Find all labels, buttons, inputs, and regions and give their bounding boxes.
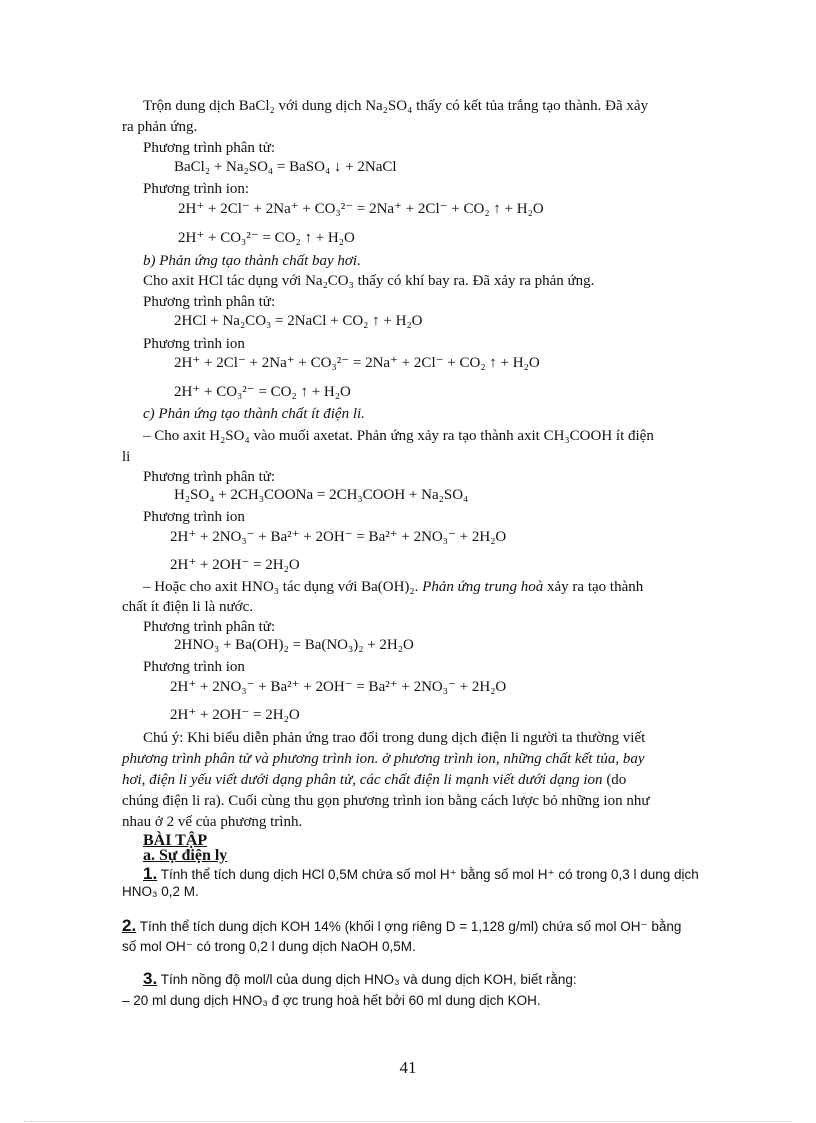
subsection-heading: a. Sự điện ly xyxy=(143,847,228,864)
text-line: Phương trình ion: xyxy=(143,181,250,197)
exercise-heading: BÀI TẬP xyxy=(143,832,208,849)
section-heading: b) Phản ứng tạo thành chất bay hơi. xyxy=(143,253,361,269)
exercise-text: Tính nồng độ mol/l của dung dịch HNO₃ và dung dịch KOH, biết rằng: xyxy=(160,972,577,987)
text-line: Phương trình ion xyxy=(143,509,245,525)
equation: H₂SO₄ + 2CH₃COONa = 2CH₃COOH + Na₂SO₄ xyxy=(174,487,469,503)
equation: 2H⁺ + CO₃²⁻ = CO₂ ↑ + H₂O xyxy=(174,384,351,400)
equation: 2H⁺ + CO₃²⁻ = CO₂ ↑ + H₂O xyxy=(178,230,355,246)
equation: 2H⁺ + 2Cl⁻ + 2Na⁺ + CO₃²⁻ = 2Na⁺ + 2Cl⁻ + CO₂ ↑ + H₂O xyxy=(174,355,540,371)
text-segment: (do xyxy=(606,772,627,788)
equation: 2H⁺ + 2NO₃⁻ + Ba²⁺ + 2OH⁻ = Ba²⁺ + 2NO₃⁻ + 2H₂O xyxy=(170,679,507,695)
page-bottom-divider xyxy=(24,1121,792,1122)
equation: 2H⁺ + 2OH⁻ = 2H₂O xyxy=(170,707,300,723)
text-line xyxy=(143,578,643,596)
section-heading: c) Phản ứng tạo thành chất ít điện li. xyxy=(143,406,365,422)
emphasis-text: Phản ứng trung hoà xyxy=(422,579,544,595)
equation: BaCl₂ + Na₂SO₄ = BaSO₄ ↓ + 2NaCl xyxy=(174,159,397,175)
equation: 2H⁺ + 2Cl⁻ + 2Na⁺ + CO₃²⁻ = 2Na⁺ + 2Cl⁻ + CO₂ ↑ + H₂O xyxy=(178,201,544,217)
exercise-2 xyxy=(122,917,681,936)
exercise-text: Tính thể tích dung dịch KOH 14% (khối l ợng riêng D = 1,128 g/ml) chứa số mol OH⁻ bằng xyxy=(139,919,682,934)
note-line xyxy=(122,771,626,789)
exercise-text: HNO₃ 0,2 M. xyxy=(122,884,199,899)
text-line: li xyxy=(122,449,131,465)
text-line: Trộn dung dịch BaCl₂ với dung dịch Na₂SO₄ thấy có kết tủa trắng tạo thành. Đã xảy xyxy=(143,98,649,114)
text-segment: – Hoặc cho axit HNO₃ tác dụng với Ba(OH)₂. xyxy=(143,579,419,595)
note-line: Chú ý: Khi biểu diễn phản ứng trao đổi trong dung dịch điện li người ta thường viết xyxy=(143,730,646,746)
text-line: chất ít điện li là nước. xyxy=(122,599,254,615)
text-line: Phương trình ion xyxy=(143,336,245,352)
exercise-number: 2. xyxy=(122,916,137,935)
text-line: Phương trình phân tử: xyxy=(143,469,276,485)
text-line: Cho axit HCl tác dụng với Na₂CO₃ thấy có khí bay ra. Đã xảy ra phản ứng. xyxy=(143,273,595,289)
text-line: Phương trình ion xyxy=(143,659,245,675)
text-line: Phương trình phân tử: xyxy=(143,140,276,156)
note-line: phương trình phân tử và phương trình ion. ở phương trình ion, những chất kết tủa, bay xyxy=(122,751,645,767)
text-line: Phương trình phân tử: xyxy=(143,619,276,635)
exercise-text: – 20 ml dung dịch HNO₃ đ ợc trung hoà hết bởi 60 ml dung dịch KOH. xyxy=(122,993,541,1008)
exercise-1 xyxy=(143,865,699,884)
exercise-text: Tính thể tích dung dịch HCl 0,5M chứa số mol H⁺ bằng số mol H⁺ có trong 0,3 l dung dịch xyxy=(160,867,699,882)
exercise-3 xyxy=(143,970,577,989)
text-line: Phương trình phân tử: xyxy=(143,294,276,310)
page-number: 41 xyxy=(399,1058,417,1077)
note-line: nhau ở 2 vế của phương trình. xyxy=(122,814,303,830)
exercise-number: 3. xyxy=(143,969,158,988)
equation: 2HCl + Na₂CO₃ = 2NaCl + CO₂ ↑ + H₂O xyxy=(174,313,423,329)
equation: 2H⁺ + 2OH⁻ = 2H₂O xyxy=(170,557,300,573)
emphasis-text: hơi, điện li yếu viết dưới dạng phân tử, các chất điện li mạnh viết dưới dạng ion xyxy=(122,772,603,788)
equation: 2H⁺ + 2NO₃⁻ + Ba²⁺ + 2OH⁻ = Ba²⁺ + 2NO₃⁻ + 2H₂O xyxy=(170,529,507,545)
exercise-number: 1. xyxy=(143,864,158,883)
exercise-text: số mol OH⁻ có trong 0,2 l dung dịch NaOH 0,5M. xyxy=(122,939,416,954)
text-line: ra phản ứng. xyxy=(122,119,198,135)
note-line: chúng điện li ra). Cuối cùng thu gọn phương trình ion bằng cách lược bỏ những ion như xyxy=(122,793,650,809)
text-segment: xảy ra tạo thành xyxy=(547,579,644,595)
text-line: – Cho axit H₂SO₄ vào muối axetat. Phản ứng xảy ra tạo thành axit CH₃COOH ít điện xyxy=(143,428,654,444)
equation: 2HNO₃ + Ba(OH)₂ = Ba(NO₃)₂ + 2H₂O xyxy=(174,637,414,653)
